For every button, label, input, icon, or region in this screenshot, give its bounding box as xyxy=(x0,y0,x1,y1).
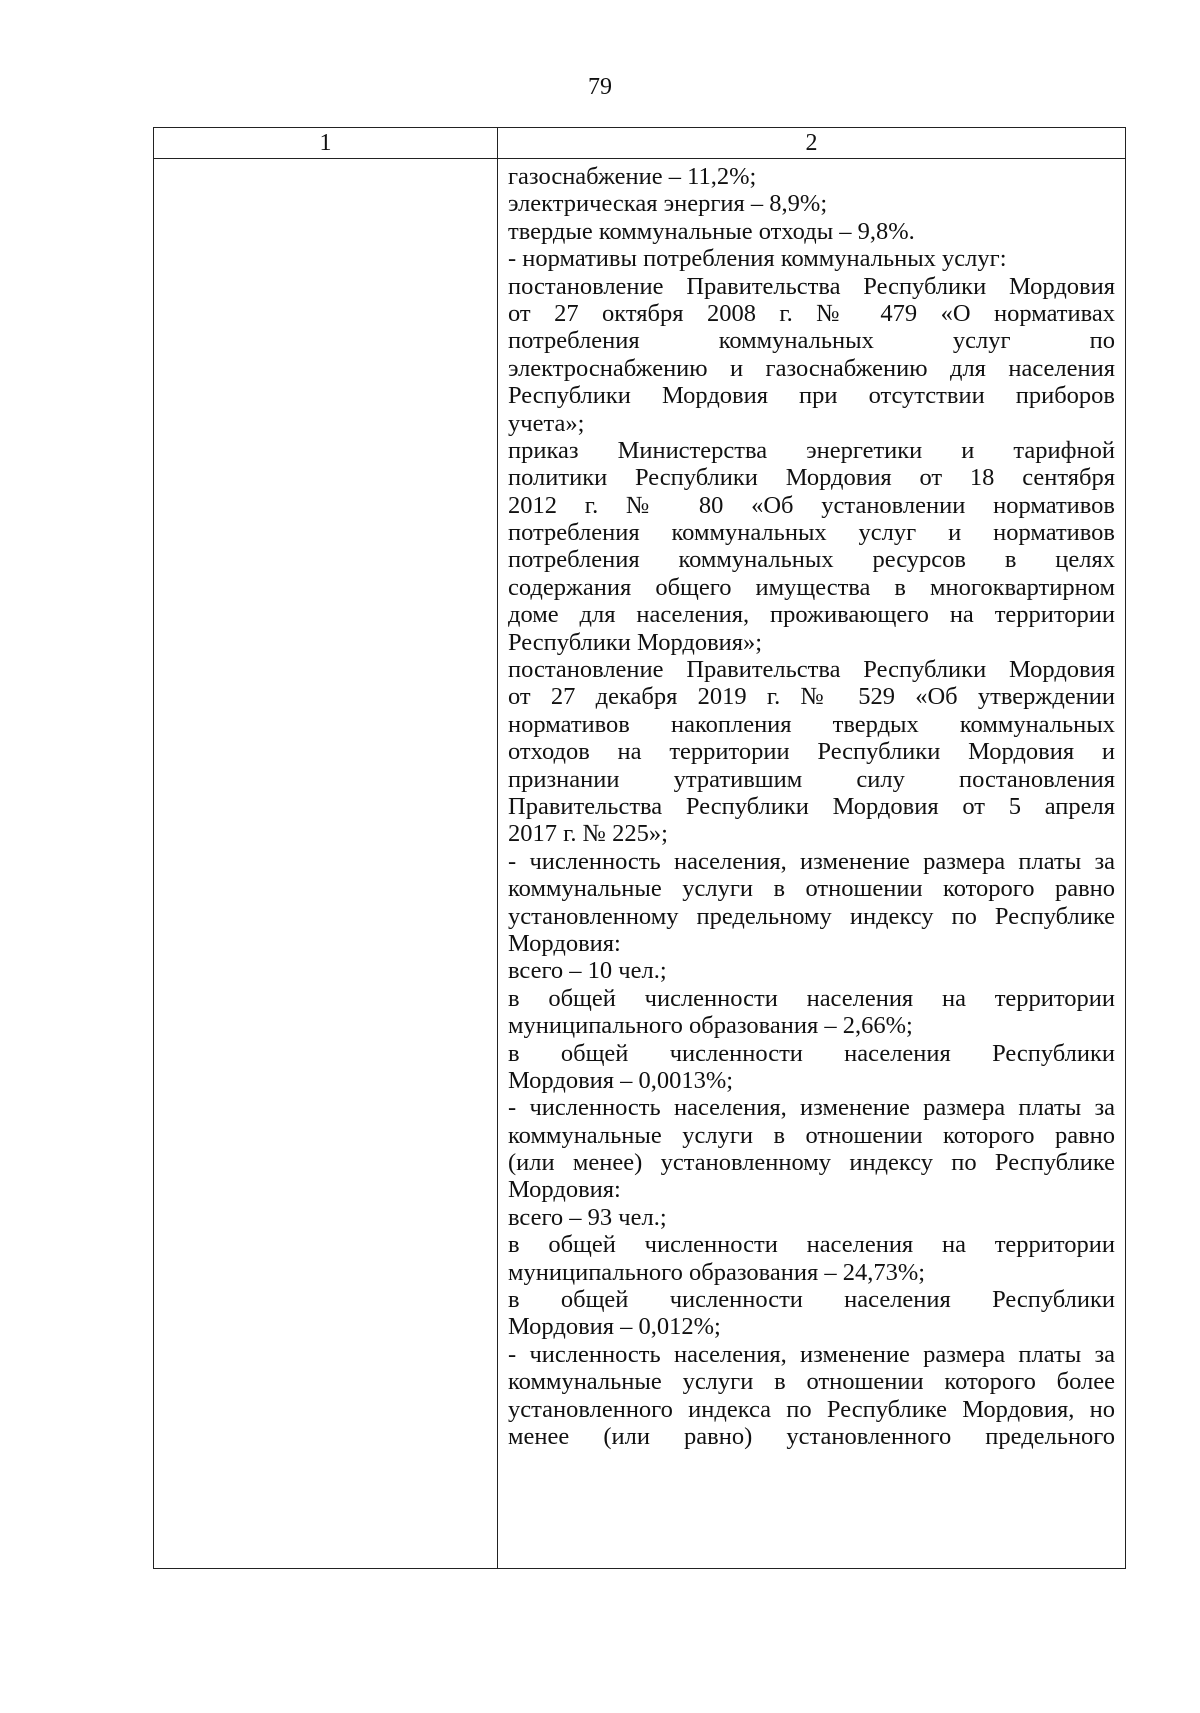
table-row xyxy=(154,159,1126,1569)
text-line: - нормативы потребления коммунальных услуг: xyxy=(508,245,1007,273)
text-line: муниципального образования – 2,66%; xyxy=(508,1012,913,1040)
text-line: признании утратившим силу постановления xyxy=(508,765,1115,793)
page-number: 79 xyxy=(588,74,612,100)
text-line: Республики Мордовия»; xyxy=(508,628,763,656)
text-line: электроснабжению и газоснабжению для населения xyxy=(508,354,1115,382)
text-line: (или менее) установленному индексу по Республике xyxy=(508,1149,1115,1177)
text-line: приказ Министерства энергетики и тарифной xyxy=(508,436,1115,464)
text-line: коммунальные услуги в отношении которого равно xyxy=(508,875,1115,903)
column-header-2: 2 xyxy=(498,128,1126,159)
text-line: содержания общего имущества в многоквартирном xyxy=(508,573,1115,601)
text-line: потребления коммунальных услуг по xyxy=(508,327,1115,355)
text-line: в общей численности населения на территории xyxy=(508,1231,1115,1259)
text-line: Мордовия – 0,012%; xyxy=(508,1313,721,1341)
text-line: коммунальные услуги в отношении которого более xyxy=(508,1368,1115,1396)
text-line: - численность населения, изменение размера платы за xyxy=(508,1094,1115,1122)
text-line: политики Республики Мордовия от 18 сентября xyxy=(508,464,1115,492)
text-line: в общей численности населения Республики xyxy=(508,1039,1115,1067)
text-line: отходов на территории Республики Мордовия и xyxy=(508,738,1115,766)
text-line: газоснабжение – 11,2%; xyxy=(508,163,757,190)
text-line: от 27 декабря 2019 г. № 529 «Об утверждении xyxy=(508,683,1115,711)
column-header-1: 1 xyxy=(154,128,498,159)
text-line: - численность населения, изменение размера платы за xyxy=(508,1340,1115,1368)
column-2-cell xyxy=(498,159,1126,1569)
text-line: потребления коммунальных ресурсов в целях xyxy=(508,546,1115,574)
column-2-text xyxy=(508,163,1115,1450)
text-line: от 27 октября 2008 г. № 479 «О нормативах xyxy=(508,299,1115,327)
text-line: твердые коммунальные отходы – 9,8%. xyxy=(508,217,915,245)
text-line: в общей численности населения на территории xyxy=(508,984,1115,1012)
document-table xyxy=(153,127,1126,1569)
column-1-cell xyxy=(154,159,498,1569)
table-header-row xyxy=(154,128,1126,159)
text-line: 2012 г. № 80 «Об установлении нормативов xyxy=(508,491,1115,519)
text-line: электрическая энергия – 8,9%; xyxy=(508,190,828,218)
text-line: установленному предельному индексу по Республике xyxy=(508,902,1115,930)
text-line: всего – 93 чел.; xyxy=(508,1203,667,1231)
text-line: муниципального образования – 24,73%; xyxy=(508,1258,926,1286)
text-line: учета»; xyxy=(508,409,585,437)
text-line: нормативов накопления твердых коммунальных xyxy=(508,710,1115,738)
text-line: постановление Правительства Республики Мордовия xyxy=(508,272,1115,300)
text-line: всего – 10 чел.; xyxy=(508,957,667,985)
text-line: Правительства Республики Мордовия от 5 апреля xyxy=(508,792,1115,820)
text-line: Мордовия: xyxy=(508,929,621,957)
text-line: 2017 г. № 225»; xyxy=(508,820,668,848)
text-line: коммунальные услуги в отношении которого равно xyxy=(508,1121,1115,1149)
text-line: Мордовия: xyxy=(508,1176,621,1204)
text-line: менее (или равно) установленного предельного xyxy=(508,1422,1115,1450)
text-line: потребления коммунальных услуг и нормативов xyxy=(508,519,1115,547)
text-line: в общей численности населения Республики xyxy=(508,1286,1115,1314)
text-line: Республики Мордовия при отсутствии приборов xyxy=(508,382,1115,410)
text-line: Мордовия – 0,0013%; xyxy=(508,1066,734,1094)
text-line: постановление Правительства Республики Мордовия xyxy=(508,656,1115,684)
text-line: установленного индекса по Республике Мордовия, но xyxy=(508,1395,1115,1423)
text-line: - численность населения, изменение размера платы за xyxy=(508,847,1115,875)
text-line: доме для населения, проживающего на территории xyxy=(508,601,1115,629)
